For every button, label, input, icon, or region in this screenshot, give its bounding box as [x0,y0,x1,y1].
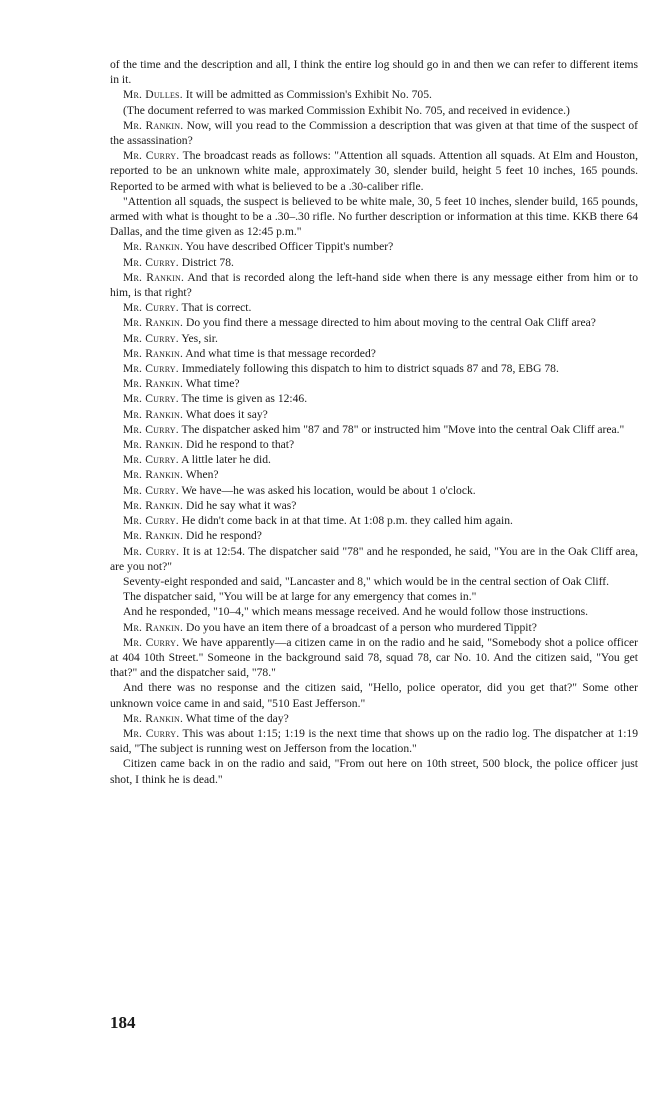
paragraph [110,498,638,513]
speaker-label: Mr. Curry. [123,255,179,269]
paragraph [110,407,638,422]
speaker-label: Mr. Rankin. [123,346,184,360]
paragraph-text: (The document referred to was marked Commission Exhibit No. 705, and received in evidence.) [123,103,570,117]
paragraph-text: Now, will you read to the Commission a description that was given at that time of the suspect of the assassination? [110,118,638,148]
paragraph-text: And that is recorded along the left-hand side when there is any message either from him or to him, is that right? [110,270,639,300]
speaker-label: Mr. Rankin. [123,529,184,543]
paragraph-text: Yes, sir. [178,331,218,345]
paragraph [110,680,638,710]
paragraph [110,437,638,452]
speaker-label: Mr. Curry. [123,544,180,558]
paragraph-text: You have described Officer Tippit's number? [183,240,394,254]
testimony-text [110,57,638,787]
speaker-label: Mr. Rankin. [123,620,184,634]
document-page [110,57,638,787]
speaker-label: Mr. Rankin. [123,438,184,452]
paragraph [110,452,638,467]
paragraph-text: This was about 1:15; 1:19 is the next time that shows up on the radio log. The dispatcher at 1:19 said, "The subject is running west on Jefferson from the location." [110,726,639,756]
speaker-label: Mr. Curry. [123,483,179,497]
paragraph-text: The dispatcher asked him "87 and 78" or instructed him "Move into the central Oak Cliff area." [178,422,625,436]
speaker-label: Mr. Curry. [123,362,179,376]
paragraph-text: When? [183,468,219,482]
paragraph [110,604,638,619]
paragraph-text: What time? [183,377,240,391]
paragraph-text: What does it say? [183,407,268,421]
speaker-label: Mr. Curry. [123,422,179,436]
speaker-label: Mr. Curry. [123,301,179,315]
speaker-label: Mr. Curry. [123,331,179,345]
speaker-label: Mr. Rankin. [123,711,184,725]
paragraph [110,589,638,604]
paragraph-text: And he responded, "10–4," which means message received. And he would follow those instructions. [123,605,589,619]
paragraph-text: of the time and the description and all, I think the entire log should go in and then we can refer to different items in it. [110,58,638,87]
paragraph [110,103,638,118]
paragraph [110,57,638,87]
speaker-label: Mr. Rankin. [123,270,185,284]
paragraph-text: It is at 12:54. The dispatcher said "78" and he responded, he said, "You are in the Oak Cliff area, are you not?" [110,544,639,573]
paragraph-text: What time of the day? [183,711,289,725]
paragraph [110,544,638,574]
paragraph-text: We have apparently—a citizen came in on the radio and he said, "Somebody shot a police officer at 404 10th Street." Someone in the background said 78, squad 78, car No. 10. And the citizen said, "You get that?" and the dispatcher said, "78." [110,635,639,680]
speaker-label: Mr. Rankin. [123,118,184,132]
paragraph [110,711,638,726]
speaker-label: Mr. Rankin. [123,407,184,421]
paragraph-text: And what time is that message recorded? [183,346,376,360]
speaker-label: Mr. Dulles. [123,88,183,102]
speaker-label: Mr. Curry. [123,514,179,528]
paragraph-text: "Attention all squads, the suspect is believed to be white male, 30, 5 feet 10 inches, slender build, 165 pounds, armed with what is thought to be a .30–.30 rifle. No further description or information at this time. KKB there 64 Dallas, and the time given as 12:45 p.m." [110,194,638,239]
paragraph [110,361,638,376]
paragraph-text: Do you have an item there of a broadcast of a person who murdered Tippit? [183,620,537,634]
paragraph [110,300,638,315]
paragraph [110,255,638,270]
paragraph-text: We have—he was asked his location, would be about 1 o'clock. [178,483,476,497]
speaker-label: Mr. Rankin. [123,377,184,391]
paragraph [110,391,638,406]
paragraph [110,467,638,482]
paragraph [110,346,638,361]
paragraph [110,513,638,528]
paragraph-text: That is correct. [178,301,252,315]
paragraph [110,148,638,194]
paragraph [110,331,638,346]
paragraph-text: Immediately following this dispatch to him to district squads 87 and 78, EBG 78. [178,362,559,376]
paragraph [110,756,638,786]
paragraph-text: Did he say what it was? [183,498,297,512]
paragraph-text: And there was no response and the citizen said, "Hello, police operator, did you get that?" Some other unknown voice came in and said, "510 East Jefferson." [110,681,638,710]
speaker-label: Mr. Rankin. [123,498,184,512]
paragraph [110,483,638,498]
paragraph [110,315,638,330]
speaker-label: Mr. Curry. [123,635,180,649]
paragraph [110,270,638,300]
paragraph-text: The time is given as 12:46. [178,392,308,406]
paragraph-text: Do you find there a message directed to him about moving to the central Oak Cliff area? [183,316,596,330]
speaker-label: Mr. Curry. [123,149,180,163]
paragraph-text: Seventy-eight responded and said, "Lancaster and 8," which would be in the central section of Oak Cliff. [123,574,610,588]
speaker-label: Mr. Curry. [123,453,179,467]
paragraph [110,422,638,437]
paragraph [110,87,638,102]
paragraph [110,239,638,254]
paragraph [110,194,638,240]
paragraph-text: It will be admitted as Commission's Exhibit No. 705. [182,88,432,102]
paragraph-text: He didn't come back in at that time. At 1:08 p.m. they called him again. [178,514,513,528]
speaker-label: Mr. Curry. [123,726,180,740]
paragraph-text: A little later he did. [178,453,271,467]
paragraph-text: The dispatcher said, "You will be at large for any emergency that comes in." [123,590,477,604]
paragraph [110,635,638,681]
paragraph [110,376,638,391]
paragraph-text: Citizen came back in on the radio and said, "From out here on 10th street, 500 block, the police officer just shot, I think he is dead." [110,757,638,786]
paragraph [110,118,638,148]
paragraph-text: District 78. [178,255,234,269]
paragraph-text: Did he respond to that? [183,438,295,452]
paragraph [110,726,638,756]
speaker-label: Mr. Rankin. [123,240,184,254]
paragraph [110,528,638,543]
paragraph-text: The broadcast reads as follows: "Attention all squads. Attention all squads. At Elm and Houston, reported to be an unknown white male, approximately 30, slender build, height 5 feet 10 inches, 165 pounds. Reported to be armed with what is believed to be a .30-caliber rifle. [110,149,638,193]
paragraph [110,574,638,589]
speaker-label: Mr. Curry. [123,392,179,406]
speaker-label: Mr. Rankin. [123,468,184,482]
paragraph [110,620,638,635]
paragraph-text: Did he respond? [183,529,262,543]
speaker-label: Mr. Rankin. [123,316,184,330]
page-number: 184 [110,1013,136,1032]
